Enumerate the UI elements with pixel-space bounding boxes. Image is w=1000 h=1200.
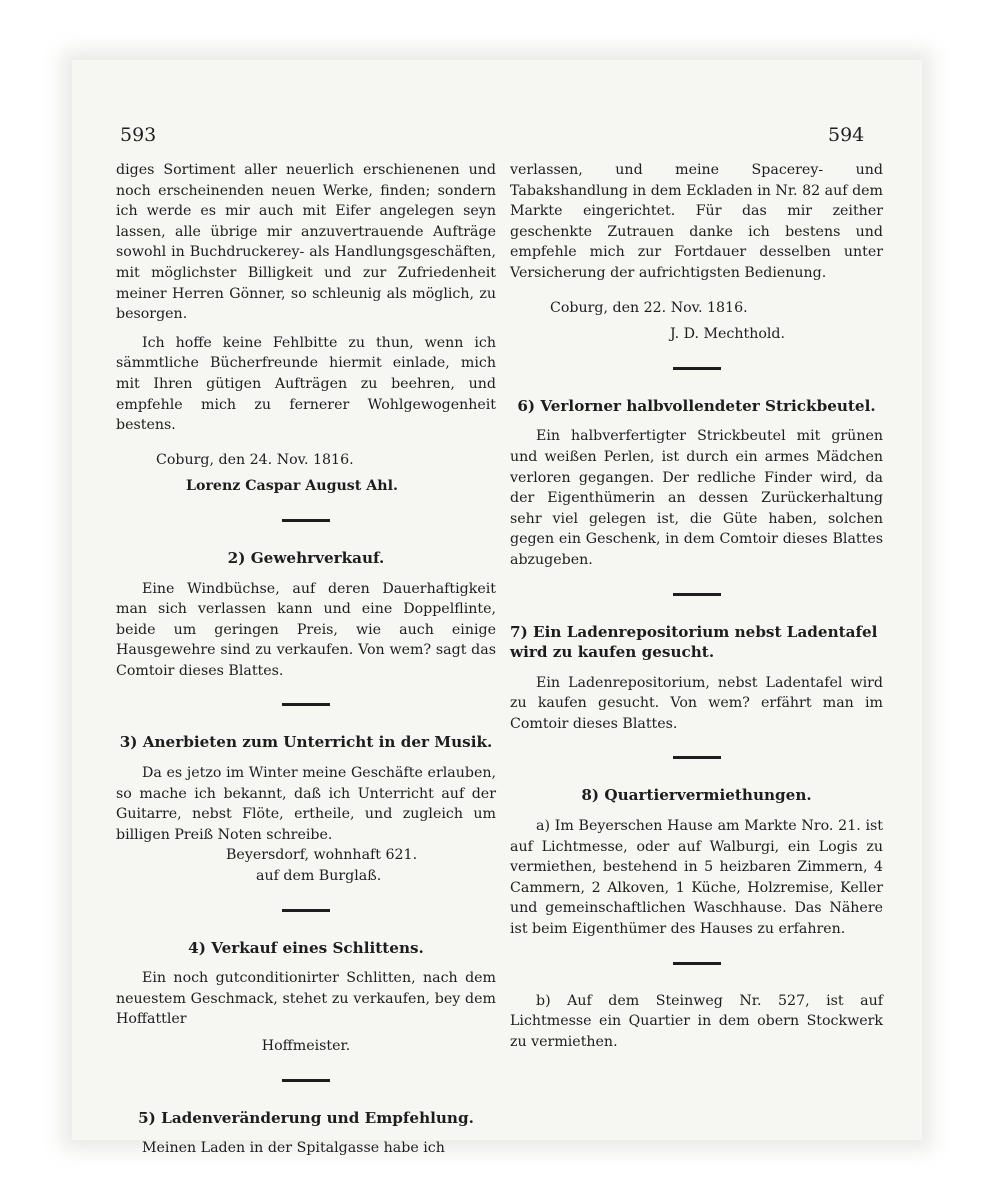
signature: J. D. Mechthold.	[670, 326, 786, 343]
section-divider	[282, 703, 330, 706]
section-heading: 7) Ein Ladenrepositorium nebst Ladentafel wird zu kaufen gesucht.	[510, 622, 878, 662]
section-heading: 5) Ladenveränderung und Empfehlung.	[138, 1108, 474, 1127]
right-column	[510, 160, 883, 1052]
dateline: Coburg, den 24. Nov. 1816.	[156, 451, 354, 468]
address-line: Beyersdorf, wohnhaft 621.	[226, 847, 418, 864]
section-heading: 6) Verlorner halbvollendeter Strickbeutel.	[517, 396, 876, 415]
dateline: Coburg, den 22. Nov. 1816.	[550, 299, 748, 316]
section-text: Meinen Laden in der Spitalgasse habe ich	[142, 1140, 445, 1157]
section-heading: 8) Quartiervermiethungen.	[581, 786, 812, 805]
section-text: Ein halbverfertigter Strickbeutel mit grünen und weißen Perlen, ist durch ein armes Mädchen verloren gegangen. Der redliche Finder wird, da der Eigenthümerin an dessen Zurückerhaltung sehr viel gelegen ist, die Güte haben, solchen gegen ein Geschenk, in dem Comtoir dieses Blattes abzugeben.	[510, 428, 883, 568]
section-text: Ein Ladenrepositorium, nebst Ladentafel wird zu kaufen gesucht. Von wem? erfährt man im Comtoir dieses Blattes.	[510, 674, 883, 732]
section-divider	[282, 1079, 330, 1082]
section-divider	[673, 756, 721, 759]
signature: Hoffmeister.	[261, 1038, 351, 1054]
section-heading: 4) Verkauf eines Schlittens.	[188, 938, 424, 957]
section-text: Eine Windbüchse, auf deren Dauerhaftigkeit man sich verlassen kann und eine Doppelflinte, beide um geringen Preis, wie auch einige Hausgewehre sind zu verkaufen. Von wem? sagt das Comtoir dieses Blattes.	[116, 580, 496, 679]
section-heading: 2) Gewehrverkauf.	[227, 548, 385, 567]
page-number-right: 594	[828, 124, 865, 146]
section-text: Ein noch gutconditionirter Schlitten, nach dem neuestem Geschmack, stehet zu verkaufen, bey dem Hoffattler	[116, 970, 496, 1028]
intro-paragraph: verlassen, und meine Spacerey- und Tabakshandlung in dem Eckladen in Nr. 82 auf dem Markte eingerichtet. Für das mir zeither geschenkte Zutrauen danke ich bestens und empfehle mich zur Fortdauer desselben unter Versicherung der aufrichtigsten Bedienung.	[510, 162, 883, 281]
intro-paragraph-2: Ich hoffe keine Fehlbitte zu thun, wenn ich sämmtliche Bücherfreunde hiermit einlade, mich mit Ihren gütigen Aufträgen zu beehren, und empfehle mich zu fernerer Wohlgewogenheit bestens.	[116, 334, 496, 434]
section-divider	[282, 909, 330, 912]
intro-paragraph: diges Sortiment aller neuerlich erschienenen und noch erscheinenden neuen Werke, finden; sondern ich werde es mir auch mit Eifer angelegen seyn lassen, alle übrige mir anzuvertrauende Aufträge sowohl in Buchdruckerey- als Handlungsgeschäften, mit möglichster Billigkeit und zur Zufriedenheit meiner Herren Gönner, so schleunig als möglich, zu besorgen.	[116, 162, 496, 323]
page-number-left: 593	[120, 124, 157, 146]
list-item: a) Im Beyerschen Hause am Markte Nro. 21. ist auf Lichtmesse, oder auf Walburgi, ein Logis zu vermiethen, bestehend in 5 heizbaren Zimmern, 4 Cammern, 2 Alkoven, 1 Küche, Holzremise, Keller und gemeinschaftlichen Waschhause. Das Nähere ist beim Eigenthümer des Hauses zu erfahren.	[510, 818, 883, 938]
section-divider	[673, 593, 721, 596]
address-line: auf dem Burglaß.	[256, 868, 382, 885]
section-text: Da es jetzo im Winter meine Geschäfte erlauben, so mache ich bekannt, daß ich Unterricht auf der Guitarre, nebst Flöte, ertheile, und zugleich um billigen Preiß Noten schreibe.	[116, 765, 496, 843]
list-item: b) Auf dem Steinweg Nr. 527, ist auf Lichtmesse ein Quartier in dem obern Stockwerk zu vermiethen.	[510, 992, 883, 1050]
section-heading: 3) Anerbieten zum Unterricht in der Musik.	[119, 733, 493, 752]
section-divider	[673, 367, 721, 370]
signature: Lorenz Caspar August Ahl.	[186, 478, 398, 495]
section-divider	[282, 519, 330, 522]
section-divider	[673, 962, 721, 965]
left-column	[116, 160, 496, 1159]
